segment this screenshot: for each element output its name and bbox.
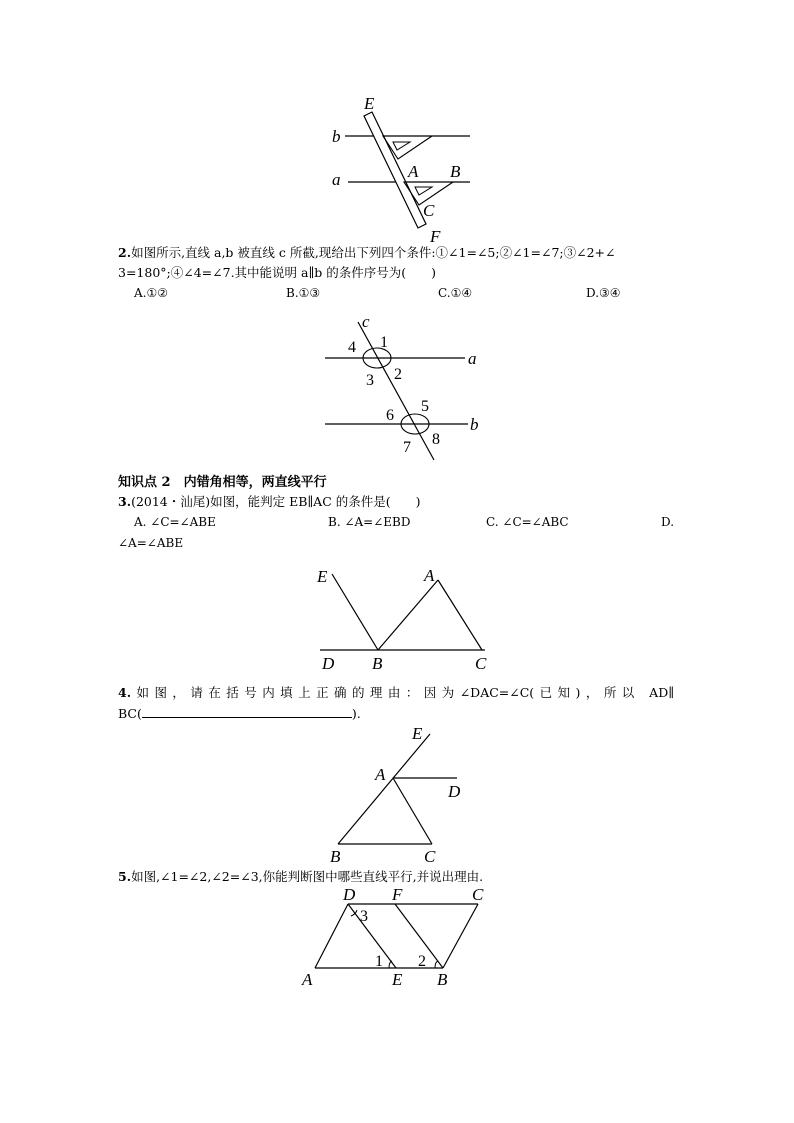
label-B: B (437, 970, 448, 989)
figure-eb-ac (310, 562, 500, 677)
label-b: b (470, 415, 479, 434)
q3-option-b[interactable]: B. ∠A=∠EBD (328, 515, 411, 529)
label-b: b (332, 127, 341, 146)
label-c: c (362, 312, 370, 331)
label-A: A (302, 970, 313, 989)
q2-line2: 3=180°;④∠4=∠7.其中能说明 a∥b 的条件序号为( ) (118, 265, 436, 280)
angle-3: 3 (360, 908, 368, 925)
label-E: E (412, 724, 423, 743)
label-F: F (430, 227, 441, 246)
label-B: B (330, 847, 341, 866)
label-B: B (372, 654, 383, 673)
q5-line1: 5.如图,∠1=∠2,∠2=∠3,你能判断图中哪些直线平行,并说出理由. (118, 869, 484, 884)
q2-line1: 2.如图所示,直线 a,b 被直线 c 所截,现给出下列四个条件:①∠1=∠5;②∠1=∠7;③∠2+∠ (118, 245, 616, 260)
label-a: a (468, 349, 477, 368)
figure-triangle-adbc (320, 722, 480, 867)
q2-option-a[interactable]: A.①② (134, 286, 168, 300)
label-a: a (332, 170, 341, 189)
q3-line1: 3.(2014・汕尾)如图，能判定 EB∥AC 的条件是( ) (118, 494, 421, 509)
q2-option-b[interactable]: B.①③ (286, 286, 321, 300)
label-C: C (475, 654, 487, 673)
label-D: D (322, 654, 335, 673)
figure-parallelogram (300, 884, 500, 989)
label-B: B (450, 162, 461, 181)
angle-4: 4 (348, 339, 356, 356)
label-A: A (424, 566, 435, 585)
q3-option-d[interactable]: D. (661, 515, 675, 529)
label-E: E (392, 970, 403, 989)
angle-8: 8 (432, 431, 440, 448)
angle-1: 1 (375, 953, 383, 970)
label-F: F (392, 885, 403, 904)
label-C: C (472, 885, 484, 904)
angle-2: 2 (418, 953, 426, 970)
label-A: A (408, 162, 419, 181)
angle-5: 5 (421, 398, 429, 415)
label-A: A (375, 765, 386, 784)
label-D: D (343, 885, 356, 904)
q3-option-d-text: ∠A=∠ABE (118, 536, 184, 550)
figure-transversal (320, 310, 500, 465)
q4-answer-blank[interactable] (142, 705, 352, 718)
q3-option-a[interactable]: A. ∠C=∠ABE (134, 515, 216, 529)
label-C: C (424, 847, 436, 866)
q3-option-c[interactable]: C. ∠C=∠ABC (486, 515, 569, 529)
angle-3: 3 (366, 372, 374, 389)
angle-1: 1 (380, 334, 388, 351)
label-E: E (364, 94, 375, 113)
angle-2: 2 (394, 366, 402, 383)
label-C: C (423, 201, 435, 220)
label-E: E (317, 567, 328, 586)
q2-option-c[interactable]: C.①④ (438, 286, 473, 300)
angle-6: 6 (386, 407, 394, 424)
section-heading: 知识点 2 内错角相等，两直线平行 (118, 475, 327, 490)
angle-7: 7 (403, 439, 411, 456)
figure-parallel-ruler (320, 92, 490, 252)
q4-line2: BC( ). (118, 706, 361, 721)
label-D: D (448, 782, 461, 801)
q4-line1: 4.如图，请在括号内填上正确的理由：因为∠DAC=∠C(已知)，所以 AD∥ (118, 685, 674, 700)
q2-option-d[interactable]: D.③④ (586, 286, 621, 300)
